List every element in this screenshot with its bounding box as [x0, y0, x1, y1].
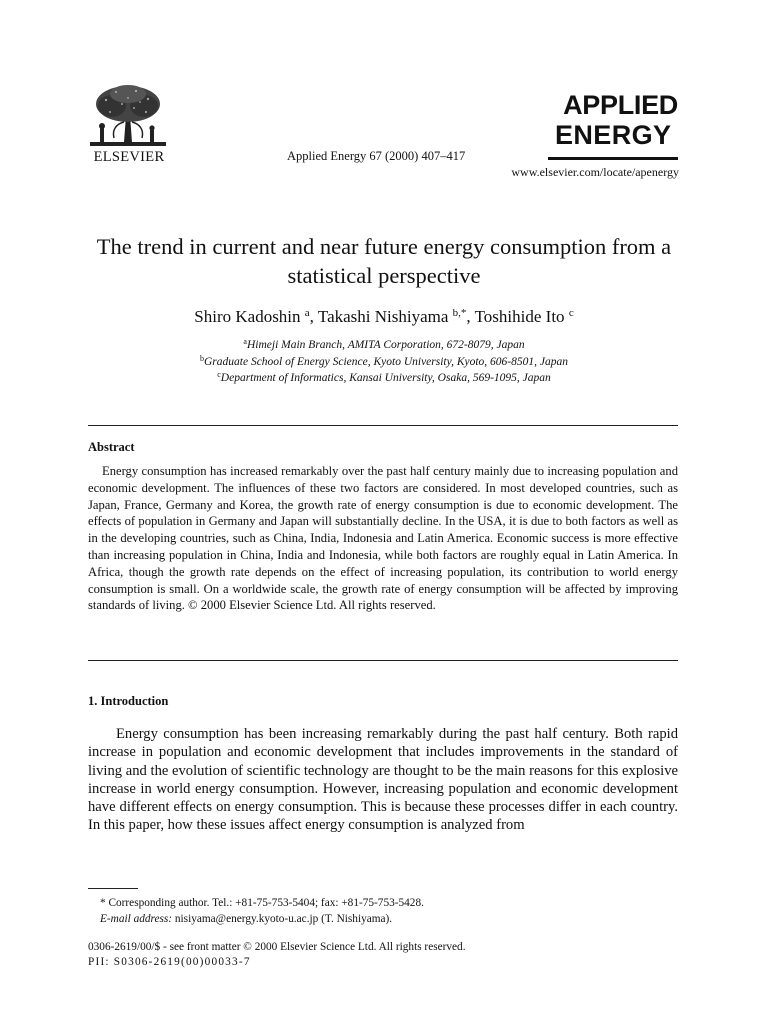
author-name: Toshihide Ito [474, 307, 565, 326]
affiliation-mark: b [200, 353, 204, 363]
author-mark: b,* [452, 307, 467, 319]
journal-brand-rule [548, 157, 678, 160]
section-heading: 1. Introduction [88, 694, 169, 708]
footnote-rule [88, 888, 138, 889]
affiliation-item [60, 337, 708, 354]
affiliation-list [60, 337, 708, 387]
affiliation-item [60, 354, 708, 371]
abstract-body: Energy consumption has increased remarkably over the past half century mainly due to increasing population and economic development. The influences of these two factors are considered. In most developed countries, such as Japan, France, Germany and Korea, the growth rate of energy consumption is due to economic development. The effects of population in Germany and Japan will substantially decline. In the USA, it is due to both factors as well as in the developing countries, such as China, India, Indonesia and Latin America. Economic success is more effective than increasing population in China, India and Indonesia, while both factors are roughly equal in Latin America. In Africa, though the growth rate depends on the effect of increasing population, its contribution to world energy consumption is small. On a worldwide scale, the growth rate of energy consumption will be affected by improving standards of living. © 2000 Elsevier Science Ltd. All rights reserved. [88, 464, 678, 613]
email-label: E-mail address: [100, 913, 173, 925]
section-body: Energy consumption has been increasing remarkably during the past half century. Both rapid increase in population and economic development that includes improvements in the standard of living and the evolution of scientific technology are thought to be the main reasons for this explosive increase in world energy consumption. However, increasing population and economic development have different effects on energy consumption. This is because these processes differ in each country. In this paper, how these issues affect energy consumption is analyzed from [88, 726, 678, 834]
journal-citation: Applied Energy 67 (2000) 407–417 [287, 149, 466, 163]
affiliation-mark: a [243, 337, 247, 346]
affiliation-text: Graduate School of Energy Science, Kyoto University, Kyoto, 606-8501, Japan [204, 355, 568, 368]
journal-brand [548, 90, 678, 150]
affiliation-text: Department of Informatics, Kansai University, Osaka, 569-1095, Japan [220, 372, 551, 384]
journal-url[interactable]: www.elsevier.com/locate/apenergy [511, 165, 679, 179]
article-title: The trend in current and near future energy consumption from a statistical perspective [96, 234, 672, 288]
affiliation-text: Himeji Main Branch, AMITA Corporation, 672-8079, Japan [246, 339, 525, 351]
pii-line: PII: S0306-2619(00)00033-7 [88, 956, 251, 968]
front-matter [88, 940, 678, 970]
author-mark: a [304, 307, 310, 319]
email-address-link[interactable]: nisiyama@energy.kyoto-u.ac.jp (T. Nishiyama). [174, 913, 393, 925]
footnote [88, 895, 678, 927]
publisher-name: ELSEVIER [93, 149, 165, 165]
journal-brand-line2: ENERGY [555, 120, 672, 150]
author-mark: c [568, 307, 574, 319]
corresponding-author-note: * Corresponding author. Tel.: +81-75-753-5404; fax: +81-75-753-5428. [100, 897, 424, 909]
author-list: Shiro Kadoshin $^a$, Takashi Nishiyama $^{b,*}$, Toshihide Ito $^c$ [194, 307, 574, 326]
abstract-bottom-rule [88, 660, 678, 661]
affiliation-mark: c [217, 370, 221, 379]
author-name: Takashi Nishiyama [317, 307, 449, 326]
issn-line: 0306-2619/00/$ - see front matter © 2000 Elsevier Science Ltd. All rights reserved. [88, 941, 466, 953]
affiliation-item [60, 370, 708, 387]
journal-brand-line1: APPLIED [563, 90, 678, 120]
abstract-heading: Abstract [88, 440, 135, 454]
author-name: Shiro Kadoshin [194, 307, 301, 326]
email-note [88, 911, 678, 927]
abstract-top-rule [88, 425, 678, 426]
